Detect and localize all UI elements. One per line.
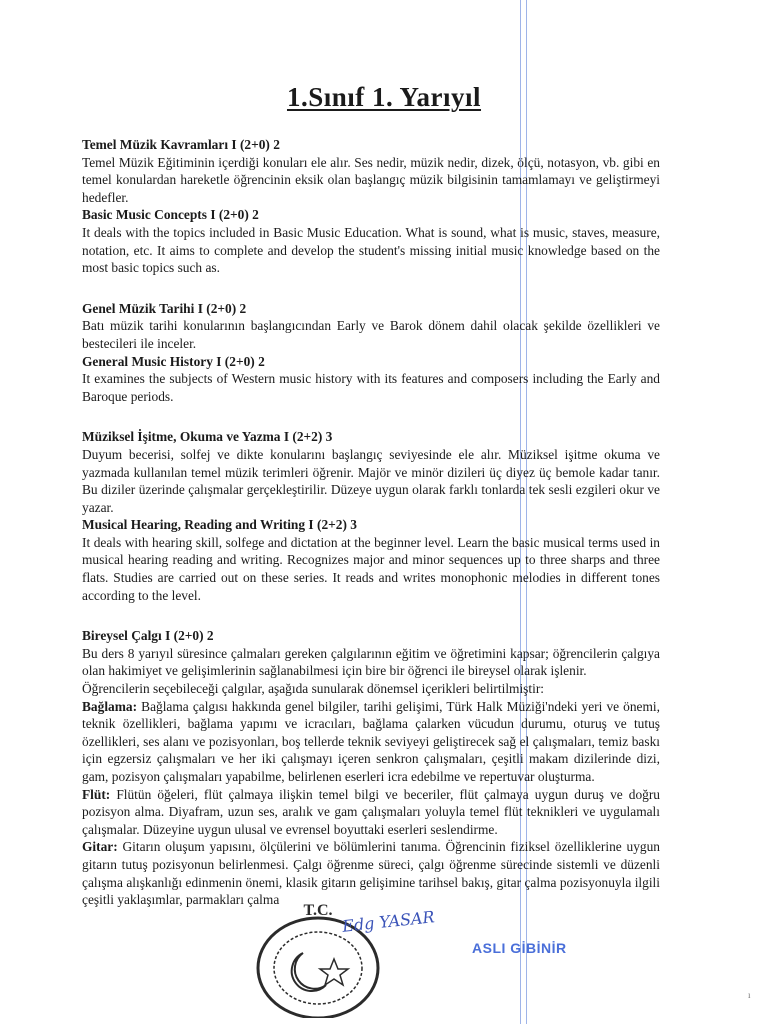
star-icon — [320, 959, 348, 985]
course-title-en: General Music History I (2+0) 2 — [82, 353, 265, 369]
course-section — [82, 300, 660, 406]
instrument-course-title: Bireysel Çalgı I (2+0) 2 — [82, 628, 214, 644]
instrument-term: Bağlama: — [82, 698, 138, 714]
instrument-item-baglama — [82, 698, 660, 786]
course-title-tr: Müziksel İşitme, Okuma ve Yazma I (2+2) 3 — [82, 429, 333, 445]
seal-text: T.C. — [303, 902, 333, 919]
instrument-description: Gitarın oluşum yapısını, ölçülerini ve bölümlerini tanıma. Öğrencinin fiziksel özelliklerine uygun gitarın tutuş pozisyonun belirlenmesi. Çalgı öğrenme süreci, çalgı öğrenme sürecinde sistemli ve düzenli çalışma alışkanlığı edinmenin önemi, klasik gitarın gelişimine tarihsel bakış, gitar çalma pozisyonuyla ilgili çeşitli yaklaşımlar, parmakları çalma — [82, 839, 660, 908]
instrument-description: Flütün öğeleri, flüt çalmaya ilişkin temel bilgi ve beceriler, flüt çalmaya uygun duruş ve doğru pozisyon alma. Diyafram, uzun ses, aralık ve gam çalışmaları yoluyla temel flüt teknikleri ve uygulamalı çalışmalar. Düzeyine uygun ulusal ve evrensel boyuttaki eserleri seslendirme. — [82, 786, 660, 837]
instrument-description: Bağlama çalgısı hakkında genel bilgiler, tarihi gelişimi, Türk Halk Müziği'ndeki yeri ve önemi, teknik özellikleri, bağlama yapımı ve icracıları, bağlama çalarken vücudun durumu, oturuş ve tutuş özellikleri, ses alanı ve pozisyonları, boş tellerde teknik seviyeyi geliştirecek sağ el çalışmaları, temiz baskı için egzersiz çalışmaları ve her iki çalışmayı içeren senkron çalışmaları, çeşitli makam dizilerinde dizi, gam, pozisyon çalışmaları yapabilme, belirlenen eserleri icra edebilme ve repertuvar oluşturma. — [82, 698, 660, 784]
page-title: 1.Sınıf 1. Yarıyıl — [286, 82, 482, 112]
instrument-section — [82, 627, 660, 909]
course-description-tr: Batı müzik tarihi konularının başlangıcından Early ve Barok dönem dahil olacak şekilde özellikleri ve bestecileri ile inceler. — [82, 318, 660, 351]
course-description-tr: Temel Müzik Eğitiminin içerdiği konuları ele alır. Ses nedir, müzik nedir, dizek, ölçü, notasyon, vb. gibi en temel konulardan hareketle öğrencinin eksik olan başlangıç müzik bilgisinin tamamlamayı ve geliştirmeyi hedefler. — [82, 154, 660, 205]
instrument-term: Flüt: — [82, 786, 111, 802]
course-title-tr: Temel Müzik Kavramları I (2+0) 2 — [82, 137, 280, 152]
course-section — [82, 428, 660, 604]
course-section — [82, 136, 660, 277]
instrument-item-flut — [82, 786, 660, 839]
course-title-en: Basic Music Concepts I (2+0) 2 — [82, 207, 259, 223]
course-description-en: It deals with hearing skill, solfege and dictation at the beginner level. Learn the basic musical terms used in musical hearing reading and writing. Recognizes major and minor sequences up to three sharps and three flats. Studies are carried out on these series. It reads and writes monophonic melodies in different tones according to the level. — [82, 534, 660, 603]
instrument-list-intro: Öğrencilerin seçebileceği çalgılar, aşağıda sunularak dönemsel içerikleri belirtilmiştir: — [82, 681, 545, 697]
instrument-intro: Bu ders 8 yarıyıl süresince çalmaları gereken çalgılarının eğitim ve öğretimini kapsar; öğrencilerin çalgıya olan hakimiyet ve gelişimlerinin sağlanabilmesi için bire bir öğrenci ile bireysel olarak işlenir. — [82, 645, 660, 679]
instrument-term: Gitar: — [82, 839, 118, 855]
course-title-en: Musical Hearing, Reading and Writing I (2+2) 3 — [82, 517, 357, 533]
signer-name: ASLI GİBİNİR — [472, 940, 567, 956]
course-description-tr: Duyum becerisi, solfej ve dikte konularını başlangıç seviyesinde ele alır. Müziksel işitme okuma ve yazmada kullanılan temel müzik terimleri öğrenir. Majör ve minör dizileri üç diyez üç bemole kadar tanır. Bu diziler üzerinde çalışmalar gerçekleştirilir. Düzeye uygun olarak farklı tonlarda tek sesli ezgileri okur ve yazar. — [82, 446, 660, 515]
page-mark: ı — [748, 990, 751, 1000]
course-title-tr: Genel Müzik Tarihi I (2+0) 2 — [82, 300, 247, 316]
document-body — [82, 136, 660, 932]
course-description-en: It deals with the topics included in Basic Music Education. What is sound, what is music, staves, measure, notation, etc. It aims to complete and develop the student's missing initial music knowledge based on the most basic topics such as. — [82, 224, 660, 276]
handwritten-signature: Edg YASAR — [341, 907, 436, 936]
course-description-en: It examines the subjects of Western music history with its features and composers including the Early and Baroque periods. — [82, 371, 660, 404]
seal-inner-ring — [274, 932, 362, 1004]
crescent-icon — [292, 953, 326, 991]
